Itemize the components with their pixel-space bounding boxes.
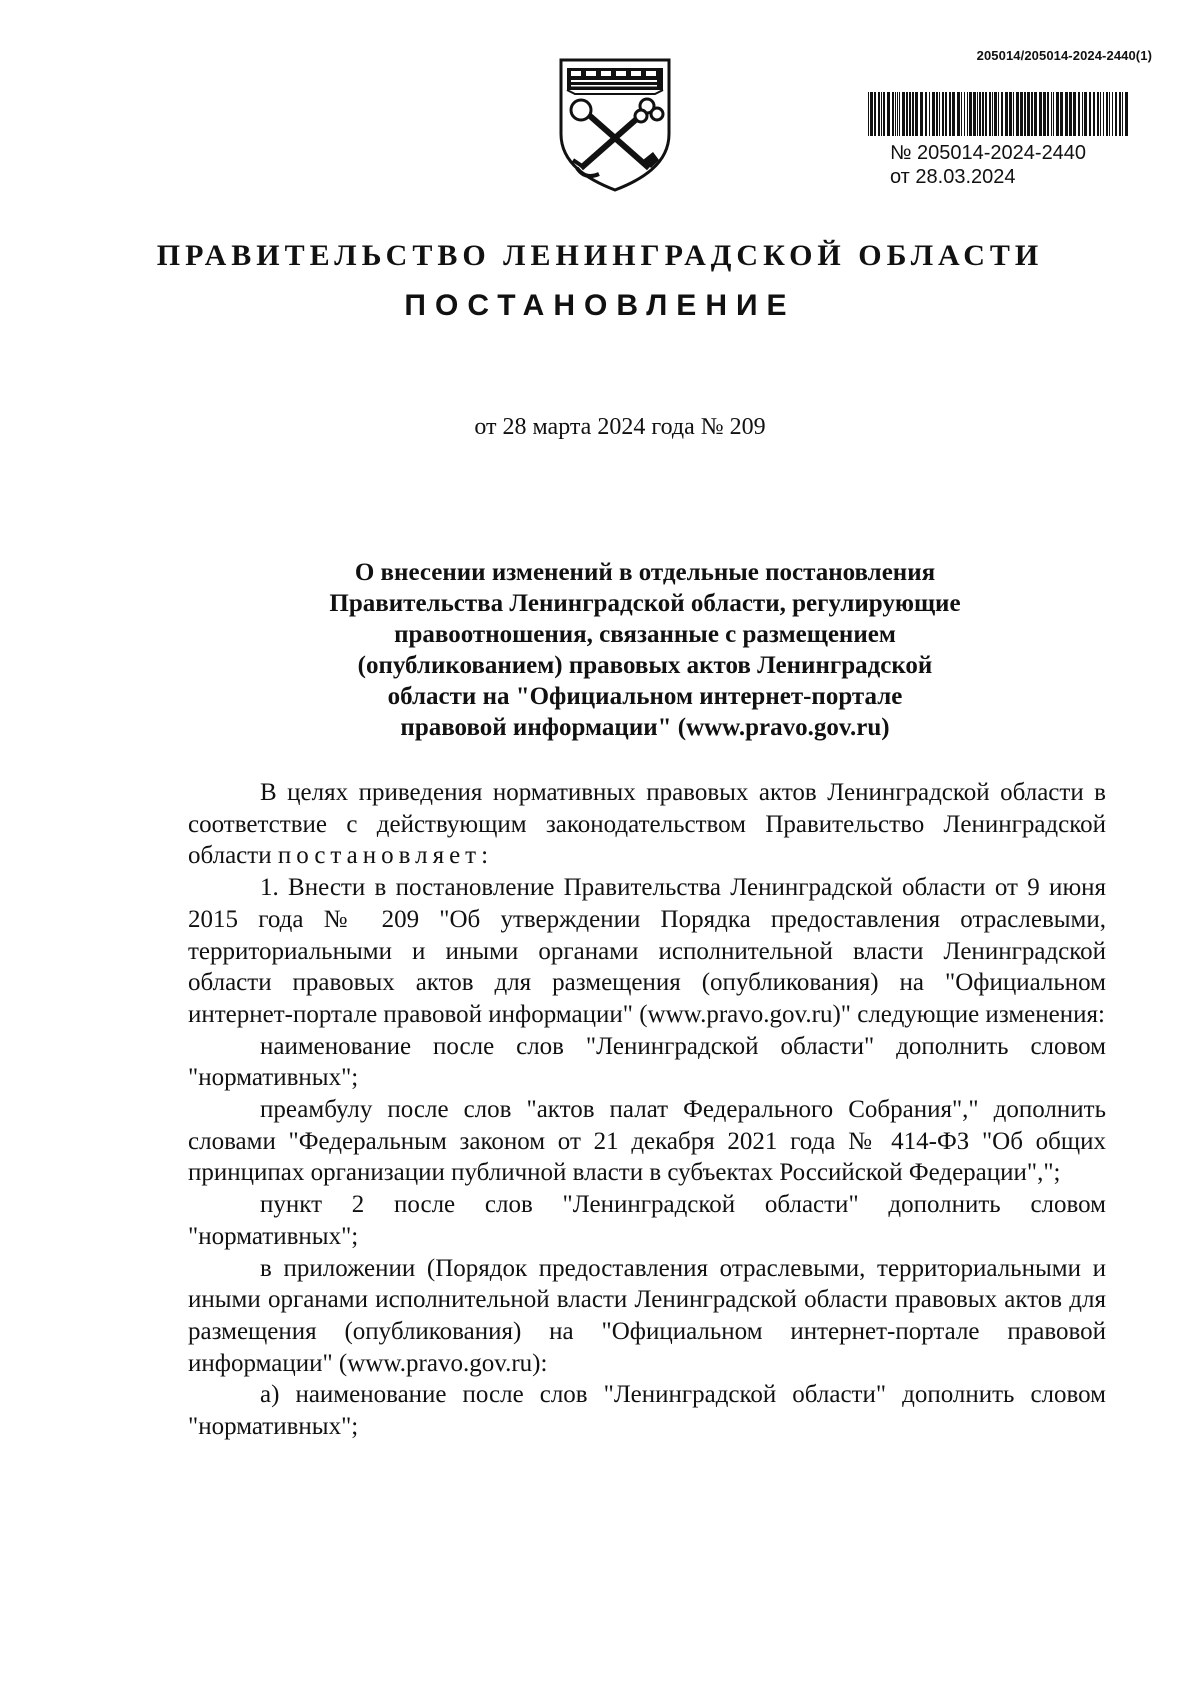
document-date-number: от 28 марта 2024 года № 209 [474,414,766,440]
resolves-word: постановляет: [277,842,494,870]
document-body [188,777,1106,1443]
document-type: ПОСТАНОВЛЕНИЕ [404,289,796,322]
annex-change-paragraph: в приложении (Порядок предоставления отраслевыми, территориальными и иными органами исполнительной власти Ленинградской области правовых актов для размещения (опубликования) на "Официальном интернет-портале правовой информации" (www.pravo.gov.ru): [188,1254,1106,1377]
subject-line: Правительства Ленинградской области, регулирующие [329,590,961,617]
intro-text: В целях приведения нормативных правовых актов Ленинградской области в соответствие с действующим законодательством Правительство Ленинградской области [188,779,1106,870]
subject-line: правоотношения, связанные с размещением [394,621,896,648]
subject-line: (опубликованием) правовых актов Ленинградской [357,652,933,679]
subject-line: правовой информации" (www.pravo.gov.ru) [400,714,890,741]
point-2-change-paragraph: пункт 2 после слов "Ленинградской области" дополнить словом "нормативных"; [188,1191,1106,1250]
intro-paragraph [188,777,1106,872]
registration-number: № 205014-2024-2440 [890,142,1087,164]
subitem-a-paragraph: а) наименование после слов "Ленинградской области" дополнить словом "нормативных"; [188,1381,1106,1441]
barcode-icon [868,92,1130,136]
registration-date: от 28.03.2024 [890,166,1016,188]
name-change-paragraph: наименование после слов "Ленинградской области" дополнить словом "нормативных"; [188,1032,1106,1092]
registration-id: 205014/205014-2024-2440(1) [976,48,1152,63]
government-title: ПРАВИТЕЛЬСТВО ЛЕНИНГРАДСКОЙ ОБЛАСТИ [156,239,1044,272]
item-1-paragraph: 1. Внести в постановление Правительства Ленинградской области от 9 июня 2015 года № 209 "Об утверждении Порядка предоставления отраслевыми, территориальными и иными органами исполнительной власти Ленинградской области правовых актов для размещения (опубликования) на "Официальном интернет-портале правовой информации" (www.pravo.gov.ru)" следующие изменения: [188,874,1106,1028]
preamble-change-paragraph: преамбулу после слов "актов палат Федерального Собрания"," дополнить словами "Федеральным законом от 21 декабря 2021 года № 414-ФЗ "Об общих принципах организации публичной власти в субъектах Российской Федерации","; [188,1096,1106,1187]
document-subject [250,557,1040,743]
subject-line: О внесении изменений в отдельные постановления [354,559,936,586]
subject-line: области на "Официальном интернет-портале [387,683,903,710]
leningrad-oblast-coat-of-arms-icon [555,56,675,194]
